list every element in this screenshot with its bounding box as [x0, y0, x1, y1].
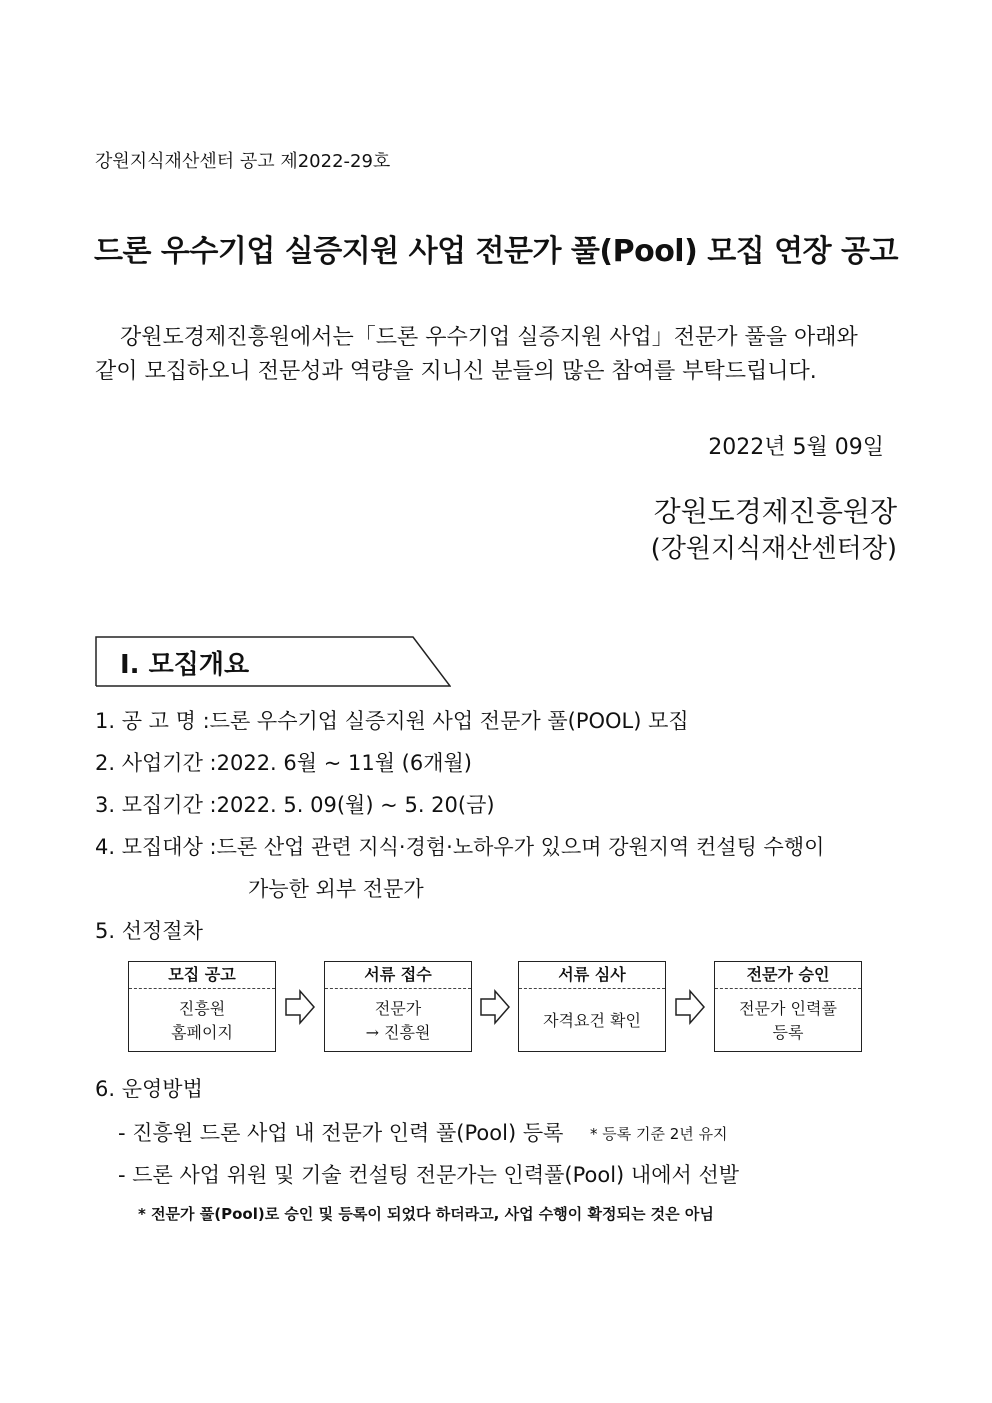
process-step-4 [714, 961, 862, 1052]
item-label: 3. 모집기간 : [95, 793, 217, 817]
item-target [95, 831, 824, 861]
item-label: 4. 모집대상 : [95, 835, 217, 859]
process-step-1 [128, 961, 276, 1052]
process-step-title: 전문가 승인 [715, 962, 861, 989]
document-title: 드론 우수기업 실증지원 사업 전문가 풀(Pool) 모집 연장 공고 [93, 234, 899, 269]
disclaimer-note: * 전문가 풀(Pool)로 승인 및 등록이 되었다 하더라고, 사업 수행이 확정되는 것은 아님 [138, 1205, 714, 1223]
section-title: Ⅰ. 모집개요 [120, 650, 250, 680]
process-step-title: 서류 접수 [325, 962, 471, 989]
item-label: 1. 공 고 명 : [95, 709, 210, 733]
issuer-name: 강원도경제진흥원장 [653, 495, 897, 528]
intro-line-1: 강원도경제진흥원에서는「드론 우수기업 실증지원 사업」전문가 풀을 아래와 [120, 325, 858, 350]
item-value: 2022. 5. 09(월) ~ 5. 20(금) [216, 793, 495, 817]
item-notice-name [95, 705, 689, 735]
process-step-2 [324, 961, 472, 1052]
notice-number: 강원지식재산센터 공고 제2022-29호 [95, 151, 391, 172]
item-business-period [95, 747, 472, 777]
operation-line-2: - 드론 사업 위원 및 기술 컨설팅 전문가는 인력풀(Pool) 내에서 선발 [118, 1163, 740, 1187]
item-target-continued: 가능한 외부 전문가 [248, 877, 424, 901]
item-selection-process: 5. 선정절차 [95, 919, 203, 943]
item-label: 2. 사업기간 : [95, 751, 217, 775]
announcement-date: 2022년 5월 09일 [708, 435, 884, 460]
issuer-subtitle: (강원지식재산센터장) [650, 534, 897, 564]
item-operation-method: 6. 운영방법 [95, 1077, 203, 1101]
intro-line-2: 같이 모집하오니 전문성과 역량을 지니신 분들의 많은 참여를 부탁드립니다. [95, 359, 817, 384]
item-value: 드론 우수기업 실증지원 사업 전문가 풀(POOL) 모집 [209, 709, 689, 733]
item-recruit-period [95, 789, 495, 819]
arrow-right-icon [479, 989, 511, 1025]
process-step-body: 자격요건 확인 [543, 1010, 641, 1030]
arrow-right-icon [674, 989, 706, 1025]
process-step-3 [518, 961, 666, 1052]
process-step-title: 서류 심사 [519, 962, 665, 989]
item-value: 드론 산업 관련 지식·경험·노하우가 있으며 강원지역 컨설팅 수행이 [216, 835, 825, 859]
item-value: 2022. 6월 ~ 11월 (6개월) [216, 751, 472, 775]
process-step-body: 전문가 인력풀 등록 [739, 998, 837, 1042]
process-step-title: 모집 공고 [129, 962, 275, 989]
operation-line-1: - 진흥원 드론 사업 내 전문가 인력 풀(Pool) 등록 [118, 1121, 564, 1145]
process-step-body: 진흥원 홈페이지 [171, 998, 233, 1042]
arrow-right-icon [284, 989, 316, 1025]
process-step-body: 전문가 → 진흥원 [365, 998, 431, 1042]
operation-note: * 등록 기준 2년 유지 [590, 1125, 728, 1143]
